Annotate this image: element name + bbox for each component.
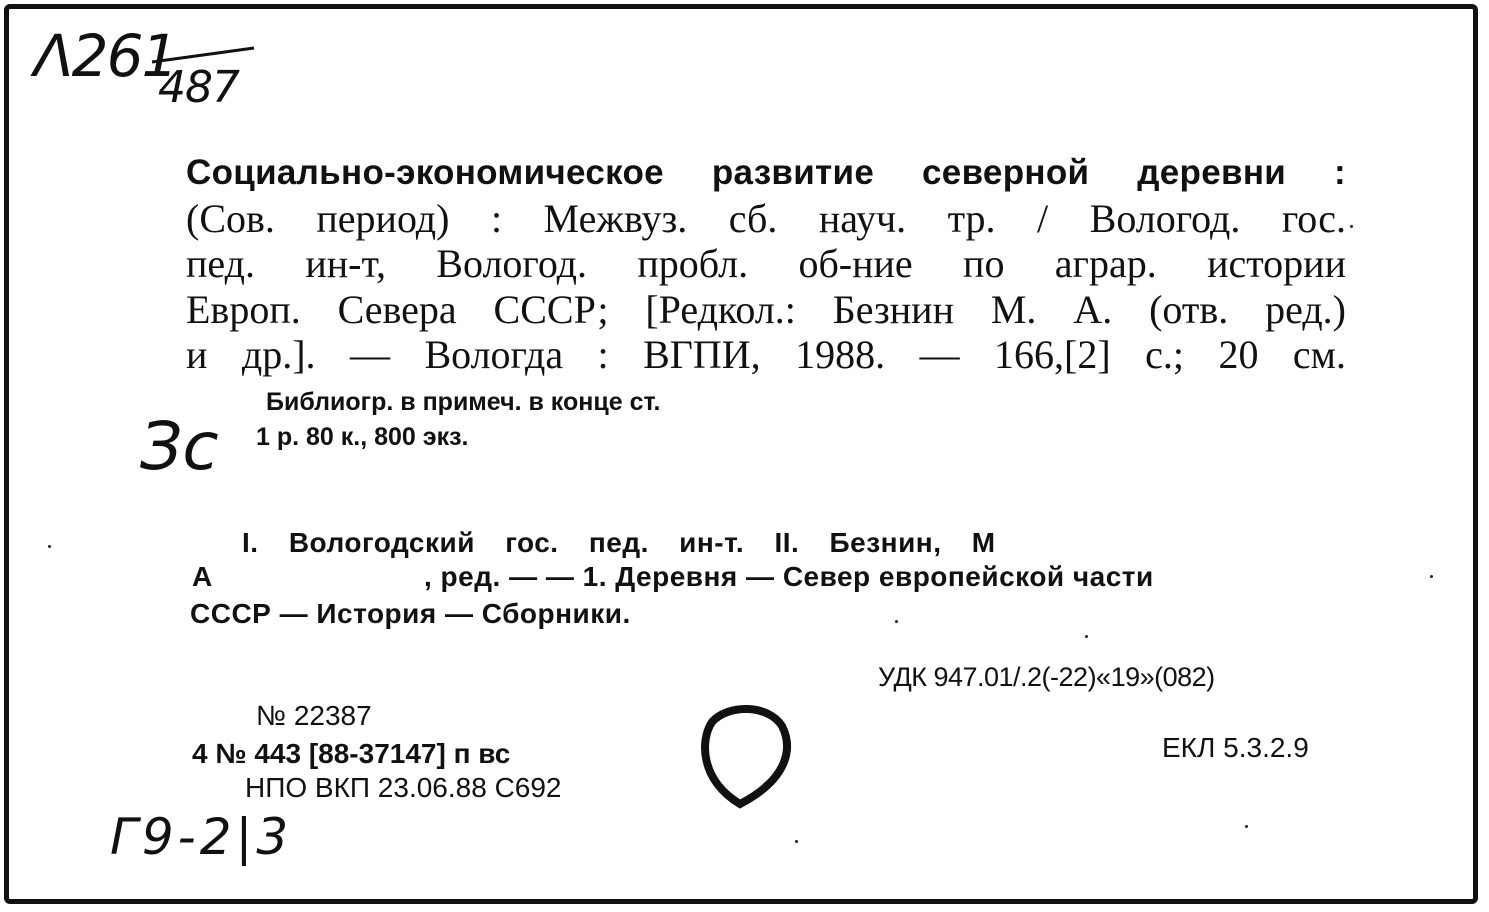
udk-code: УДК 947.01/.2(-22)«19»(082) <box>878 662 1215 692</box>
card-number: № 22387 <box>256 700 372 731</box>
tracing-line-2a: А <box>192 561 213 592</box>
publisher-info: НПО ВКП 23.06.88 С692 <box>245 772 562 803</box>
entry-line: и др.]. — Вологда : ВГПИ, 1988. — 166,[2] с.; 20 см. <box>186 332 1346 377</box>
bibliography-note: Библиогр. в примеч. в конце ст. <box>266 388 661 416</box>
order-info: 4 № 443 [88-37147] п вс <box>192 738 511 769</box>
handwritten-shelf-code: Λ261 <box>34 22 177 90</box>
price-note: 1 р. 80 к., 800 экз. <box>256 423 469 451</box>
tracing-line-1: I. Вологодский гос. пед. ин-т. II. Безнин, М <box>242 527 996 558</box>
card-hole-outline <box>690 700 800 820</box>
handwritten-fraction: 487 <box>158 62 239 113</box>
handwritten-margin-mark: Зс <box>140 408 219 485</box>
entry-title-line: Социально-экономическое развитие северной деревни : <box>186 153 1346 192</box>
entry-line: Европ. Севера СССР; [Редкол.: Безнин М. А. (отв. ред.) <box>186 286 1346 332</box>
tracing-line-3: СССР — История — Сборники. <box>190 598 631 629</box>
ekl-code: ЕКЛ 5.3.2.9 <box>1162 732 1309 763</box>
bibliographic-entry <box>186 150 1346 378</box>
entry-line: (Сов. период) : Межвуз. сб. науч. тр. / Вологод. гос. <box>186 195 1346 241</box>
handwritten-bottom-mark: Г9-2|3 <box>110 808 293 866</box>
tracing-line-2b: , ред. — — 1. Деревня — Север европейской части <box>424 561 1154 592</box>
entry-line: пед. ин-т, Вологод. пробл. об-ние по аграр. истории <box>186 241 1346 286</box>
